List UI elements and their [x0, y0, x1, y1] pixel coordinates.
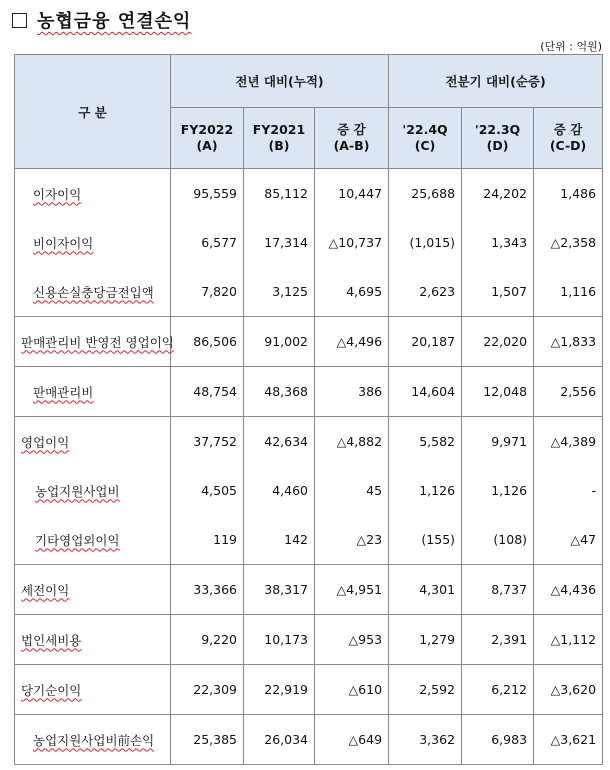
header-category: 구 분 [15, 55, 171, 169]
table-cell: 6,212 [462, 665, 534, 715]
table-cell: (1,015) [389, 218, 462, 267]
table-cell: 6,983 [462, 715, 534, 765]
table-cell: 22,919 [244, 665, 315, 715]
col-header: '22.4Q (C) [389, 108, 462, 169]
row-label: 이자이익 [15, 169, 171, 219]
col-header: 증 감 (A-B) [315, 108, 389, 169]
table-cell: △4,951 [315, 565, 389, 615]
table-cell: 1,507 [462, 267, 534, 317]
table-cell: 119 [171, 515, 244, 565]
table-cell: 4,695 [315, 267, 389, 317]
table-cell: 2,592 [389, 665, 462, 715]
col-header: FY2022 (A) [171, 108, 244, 169]
table-cell: 91,002 [244, 317, 315, 367]
table-cell: 9,971 [462, 417, 534, 467]
table-cell: 8,737 [462, 565, 534, 615]
table-cell: 22,020 [462, 317, 534, 367]
table-cell: 7,820 [171, 267, 244, 317]
table-cell: △4,436 [534, 565, 603, 615]
table-cell: 10,447 [315, 169, 389, 219]
table-row [15, 417, 603, 467]
unit-label: (단위 : 억원) [540, 40, 602, 53]
col-header: '22.3Q (D) [462, 108, 534, 169]
table-cell: 20,187 [389, 317, 462, 367]
table-cell: 26,034 [244, 715, 315, 765]
table-cell: 12,048 [462, 367, 534, 417]
table-cell: △4,496 [315, 317, 389, 367]
row-label: 비이자이익 [15, 218, 171, 267]
table-cell: 1,486 [534, 169, 603, 219]
table-cell: △649 [315, 715, 389, 765]
table-cell: 25,688 [389, 169, 462, 219]
row-label: 세전이익 [15, 565, 171, 615]
row-label: 영업이익 [15, 417, 171, 467]
table-cell: 38,317 [244, 565, 315, 615]
table-cell: 2,623 [389, 267, 462, 317]
table-cell: △2,358 [534, 218, 603, 267]
table-cell: 85,112 [244, 169, 315, 219]
table-cell: △10,737 [315, 218, 389, 267]
header-group-yoy: 전년 대비(누적) [171, 55, 389, 108]
table-cell: △47 [534, 515, 603, 565]
table-row [15, 565, 603, 615]
row-label: 농업지원사업비前손익 [15, 715, 171, 765]
table-cell: (108) [462, 515, 534, 565]
table-cell: 1,126 [389, 466, 462, 515]
table-cell: 45 [315, 466, 389, 515]
table-cell: 1,279 [389, 615, 462, 665]
table-row [15, 169, 603, 219]
row-label: 농업지원사업비 [15, 466, 171, 515]
table-cell: 5,582 [389, 417, 462, 467]
table-cell: 6,577 [171, 218, 244, 267]
table-cell: 3,362 [389, 715, 462, 765]
table-row [15, 218, 603, 267]
table-cell: 1,116 [534, 267, 603, 317]
row-label: 판매관리비 반영전 영업이익 [15, 317, 171, 367]
table-cell: 14,604 [389, 367, 462, 417]
table-cell: (155) [389, 515, 462, 565]
table-cell: 1,126 [462, 466, 534, 515]
table-cell: △953 [315, 615, 389, 665]
table-cell: 22,309 [171, 665, 244, 715]
table-cell: 25,385 [171, 715, 244, 765]
title-row [12, 6, 191, 34]
table-cell: 86,506 [171, 317, 244, 367]
header-group-qoq: 전분기 대비(순증) [389, 55, 603, 108]
row-label: 당기순이익 [15, 665, 171, 715]
table-cell: △23 [315, 515, 389, 565]
table-cell: △4,389 [534, 417, 603, 467]
table-cell: △1,112 [534, 615, 603, 665]
table-row [15, 267, 603, 317]
table-cell: 4,301 [389, 565, 462, 615]
row-label: 법인세비용 [15, 615, 171, 665]
table-cell: 4,505 [171, 466, 244, 515]
row-label: 신용손실충당금전입액 [15, 267, 171, 317]
table-cell: 2,556 [534, 367, 603, 417]
table-cell: △3,620 [534, 665, 603, 715]
table-row [15, 515, 603, 565]
table-row [15, 367, 603, 417]
table-cell: 17,314 [244, 218, 315, 267]
checkbox-square-icon [12, 13, 27, 28]
table-cell: 142 [244, 515, 315, 565]
table-cell: 95,559 [171, 169, 244, 219]
table-cell: 37,752 [171, 417, 244, 467]
table-cell: 386 [315, 367, 389, 417]
col-header: 증 감 (C-D) [534, 108, 603, 169]
table-cell: △610 [315, 665, 389, 715]
table-cell: - [534, 466, 603, 515]
table-row [15, 317, 603, 367]
table-cell: 4,460 [244, 466, 315, 515]
table-cell: 42,634 [244, 417, 315, 467]
table-row [15, 715, 603, 765]
table-cell: △1,833 [534, 317, 603, 367]
table-cell: 9,220 [171, 615, 244, 665]
table-cell: 33,366 [171, 565, 244, 615]
row-label: 기타영업외이익 [15, 515, 171, 565]
table-row [15, 665, 603, 715]
income-table [14, 54, 603, 765]
table-cell: 48,754 [171, 367, 244, 417]
row-label: 판매관리비 [15, 367, 171, 417]
table-row [15, 466, 603, 515]
table-cell: △4,882 [315, 417, 389, 467]
table-cell: △3,621 [534, 715, 603, 765]
page-title: 농협금융 연결손익 [37, 11, 192, 32]
table-cell: 48,368 [244, 367, 315, 417]
table-cell: 3,125 [244, 267, 315, 317]
table-cell: 10,173 [244, 615, 315, 665]
col-header: FY2021 (B) [244, 108, 315, 169]
table-cell: 24,202 [462, 169, 534, 219]
table-row [15, 615, 603, 665]
table-cell: 2,391 [462, 615, 534, 665]
table-cell: 1,343 [462, 218, 534, 267]
